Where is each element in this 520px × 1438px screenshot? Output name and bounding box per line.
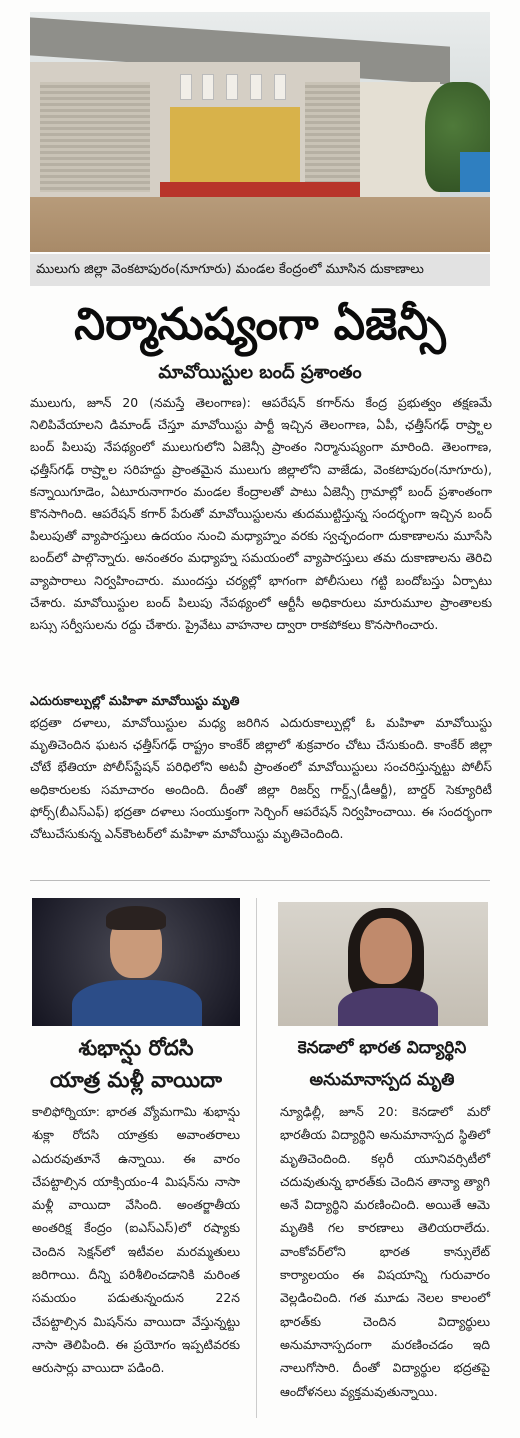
main-story-body: ములుగు, జూన్ 20 (నమస్తే తెలంగాణ): ఆపరేషన్ కగార్‌ను కేంద్ర ప్రభుత్వం తక్షణమే నిలిపివేయాలని డిమాండ్ చేస్తూ మావోయిస్టు పార్టీ ఇచ్చిన తెలంగాణ, ఏపీ, ఛత్తీస్‌గఢ్ రాష్ర్టాల బంద్ పిలుపు నేపథ్యంలో ములుగులోని ఏజెన్సీ ప్రాంతం నిర్మానుష్యంగా మారింది. తెలంగాణ, ఛత్తీస్‌గఢ్ రాష్ర్టాల సరిహద్దు ప్రాంతమైన ములుగు జిల్లాలోని వాజేడు, వెంకటాపురం(నూగూరు), కన్నాయిగూడెం, ఏటూరునాగారం మండల కేంద్రాలతో పాటు ఏజెన్సీ గ్రామాల్లో బంద్ ప్రశాంతంగా కొనసాగింది. ఆపరేషన్ కగార్ పేరుతో మావోయిస్టులను తుదముట్టిస్తున్న సందర్భంగా ఇచ్చిన బంద్ పిలుపుతో వ్యాపారస్తులు ఉదయం నుంచి మధ్యాహ్నం వరకు స్వచ్ఛందంగా దుకాణాలను మూసేసి బంద్‌లో పాల్గొన్నారు. అనంతరం మధ్యాహ్న సమయంలో వ్యాపారస్తులు తమ దుకాణాలను తెరిచి వ్యాపారాలు నిర్వహించారు. ముందస్తు చర్యల్లో భాగంగా పోలీసులు గట్టి బందోబస్తు ఏర్పాటు చేశారు. మావోయిస్టుల బంద్ పిలుపు నేపథ్యంలో ఆర్టీసీ అధికారులు మారుమూల ప్రాంతాలకు బస్సు సర్వీసులను రద్దు చేశారు. ప్రైవేటు వాహనాల ద్వారా రాకపోకలు కొనసాగించారు. [30, 395, 492, 633]
left-headline-line2: యాత్ర మళ్లీ వాయిదా [50, 1068, 222, 1092]
right-story-body: న్యూఢిల్లీ, జూన్ 20: కెనడాలో మరో భారతీయ విద్యార్థిని అనుమానాస్పద స్థితిలో మృతిచెందింది. కల్గరీ యూనివర్సిటీలో చదువుతున్న భారత్‌కు చెందిన తాన్యా త్యాగి అనే విద్యార్థిని మరణించింది. అయితే ఆమె మృతికి గల కారణాలు తెలియరాలేదు. వాంకోవర్‌లోని భారత కాన్సులేట్ కార్యాలయం ఈ విషయాన్ని గురువారం వెల్లడించింది. గత మూడు నెలల కాలంలో భారత్‌కు చెందిన విద్యార్థులు అనుమానాస్పదంగా మరణించడం ఇది నాలుగోసారి. దీంతో విద్యార్థుల భద్రతపై ఆందోళనలు వ్యక్తమవుతున్నాయి. [280, 1104, 490, 1399]
astronaut-photo [32, 898, 240, 1026]
left-headline-line1: శుభాన్షు రోదసి [78, 1036, 194, 1060]
section-divider [30, 880, 490, 881]
main-subheadline: మావోయిస్టుల బంద్ ప్రశాంతం [158, 362, 362, 383]
top-news-photo [30, 12, 490, 252]
encounter-story-body: భద్రతా దళాలు, మావోయిస్టుల మధ్య జరిగిన ఎదురుకాల్పుల్లో ఓ మహిళా మావోయిస్టు మృతిచెందిన ఘటన ఛత్తీస్‌గఢ్ రాష్ట్రం కాంకేర్ జిల్లాలో శుక్రవారం చోటు చేసుకుంది. కాంకేర్ జిల్లా చోటే భేతియా పోలీస్‌స్టేషన్ పరిధిలోని అటవీ ప్రాంతంలో మావోయిస్టులు సంచరిస్తున్నట్టు పోలీస్ అధికారులకు సమాచారం అందింది. దీంతో జిల్లా రిజర్వ్ గార్డ్స్(డీఆర్జీ), బార్డర్ సెక్యూరిటీ ఫోర్స్(బీఎస్‌ఎఫ్) భద్రతా దళాలు సంయుక్తంగా సెర్చింగ్ ఆపరేషన్ నిర్వహించాయి. ఈ సందర్భంగా చోటుచేసుకున్న ఎన్‌కౌంటర్‌లో మహిళా మావోయిస్టు మృతిచెందింది. [30, 715, 492, 842]
left-story-body: కాలిఫోర్నియా: భారత వ్యోమగామి శుభాన్షు శుక్లా రోదసి యాత్రకు అవాంతరాలు ఎదురవుతూనే ఉన్నాయి. ఈ వారం చేపట్టాల్సిన యాక్సియం-4 మిషన్‌ను నాసా మళ్లీ వాయిదా వేసింది. అంతర్జాతీయ అంతరిక్ష కేంద్రం (ఐఎస్‌ఎస్)లో రష్యాకు చెందిన సెక్షన్‌లో ఇటీవల మరమ్మతులు జరిగాయి. దీన్ని పరిశీలించడానికి మరింత సమయం పడుతున్నందున 22న చేపట్టాల్సిన మిషన్‌ను వాయిదా వేస్తున్నట్టు నాసా తెలిపింది. ఈ ప్రయోగం ఇప్పటివరకు ఆరుసార్లు వాయిదా పడింది. [32, 1104, 240, 1376]
right-story-headline [270, 1032, 494, 1096]
photo-caption: ములుగు జిల్లా వెంకటాపురం(నూగూరు) మండల కేంద్రంలో మూసిన దుకాణాలు [30, 254, 490, 286]
main-headline: నిర్మానుష్యంగా ఏజెన్సీ [74, 299, 446, 350]
student-photo [278, 902, 488, 1026]
encounter-subheading: ఎదురుకాల్పుల్లో మహిళా మావోయిస్టు మృతి [30, 693, 240, 708]
right-headline-line1: కెనడాలో భారత విద్యార్థిని [297, 1038, 467, 1058]
left-story-headline [30, 1032, 242, 1096]
column-divider [256, 898, 257, 1418]
right-headline-line2: అనుమానాస్పద మృతి [309, 1070, 455, 1090]
